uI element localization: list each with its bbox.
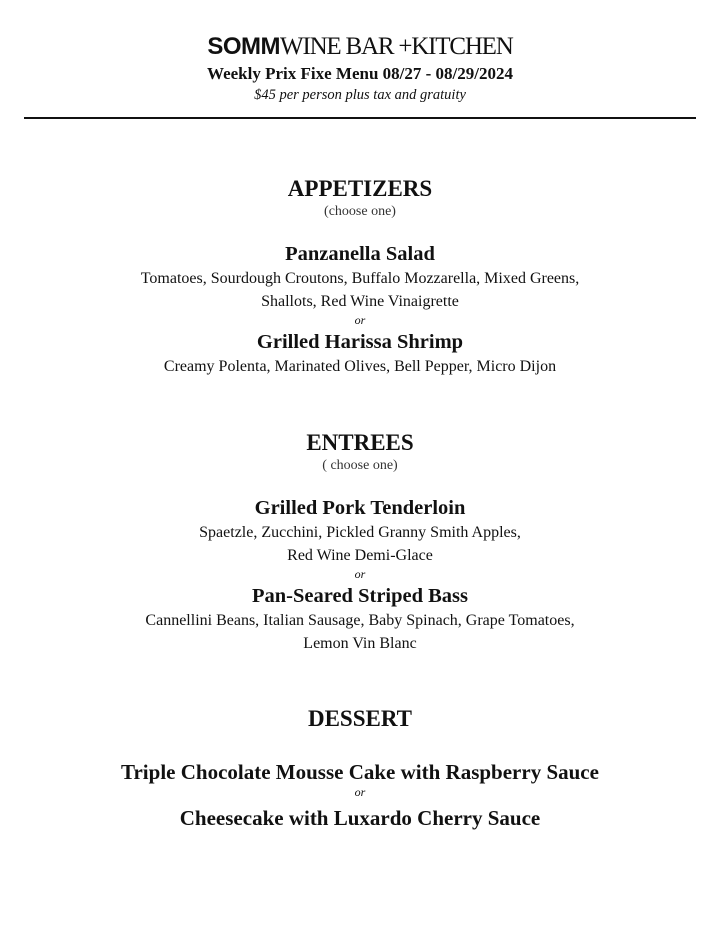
dish-description-line: Shallots, Red Wine Vinaigrette: [261, 293, 459, 310]
dish-description-line: Cannellini Beans, Italian Sausage, Baby Spinach, Grape Tomatoes,: [145, 612, 575, 629]
logo-wine-bar-kitchen: WINE BAR +KITCHEN: [280, 33, 513, 60]
dish-name: Panzanella Salad: [285, 243, 435, 265]
dish-name: Grilled Harissa Shrimp: [256, 331, 464, 353]
dish-description-line: Lemon Vin Blanc: [303, 635, 417, 652]
restaurant-logo: [0, 30, 720, 63]
section-title-appetizers: APPETIZERS: [287, 176, 433, 201]
dish-name: Grilled Pork Tenderloin: [254, 497, 466, 519]
appetizers-section: [0, 175, 720, 378]
dish-description-line: Spaetzle, Zucchini, Pickled Granny Smith Apples,: [199, 524, 521, 541]
or-separator: or: [354, 567, 366, 581]
section-title-dessert: DESSERT: [307, 706, 413, 731]
menu-subtitle: Weekly Prix Fixe Menu 08/27 - 08/29/2024: [207, 64, 513, 83]
dessert-section: [0, 705, 720, 831]
dish-description-line: Creamy Polenta, Marinated Olives, Bell Pepper, Micro Dijon: [163, 358, 557, 375]
price-note: $45 per person plus tax and gratuity: [254, 87, 466, 103]
dish-description-line: Red Wine Demi-Glace: [287, 547, 433, 564]
or-separator: or: [354, 785, 366, 799]
entrees-section: [0, 429, 720, 655]
header-divider: [24, 117, 696, 119]
choose-one-note: ( choose one): [322, 458, 398, 473]
logo-somm: SOMM: [207, 33, 281, 60]
choose-one-note: (choose one): [324, 204, 396, 219]
dish-description-line: Tomatoes, Sourdough Croutons, Buffalo Mozzarella, Mixed Greens,: [140, 270, 580, 287]
dessert-name: Triple Chocolate Mousse Cake with Raspberry Sauce: [121, 760, 599, 784]
or-separator: or: [354, 313, 366, 327]
menu-header: [0, 30, 720, 105]
dessert-name: Cheesecake with Luxardo Cherry Sauce: [179, 806, 541, 830]
dish-name: Pan-Seared Striped Bass: [251, 585, 469, 607]
section-title-entrees: ENTREES: [306, 430, 414, 455]
